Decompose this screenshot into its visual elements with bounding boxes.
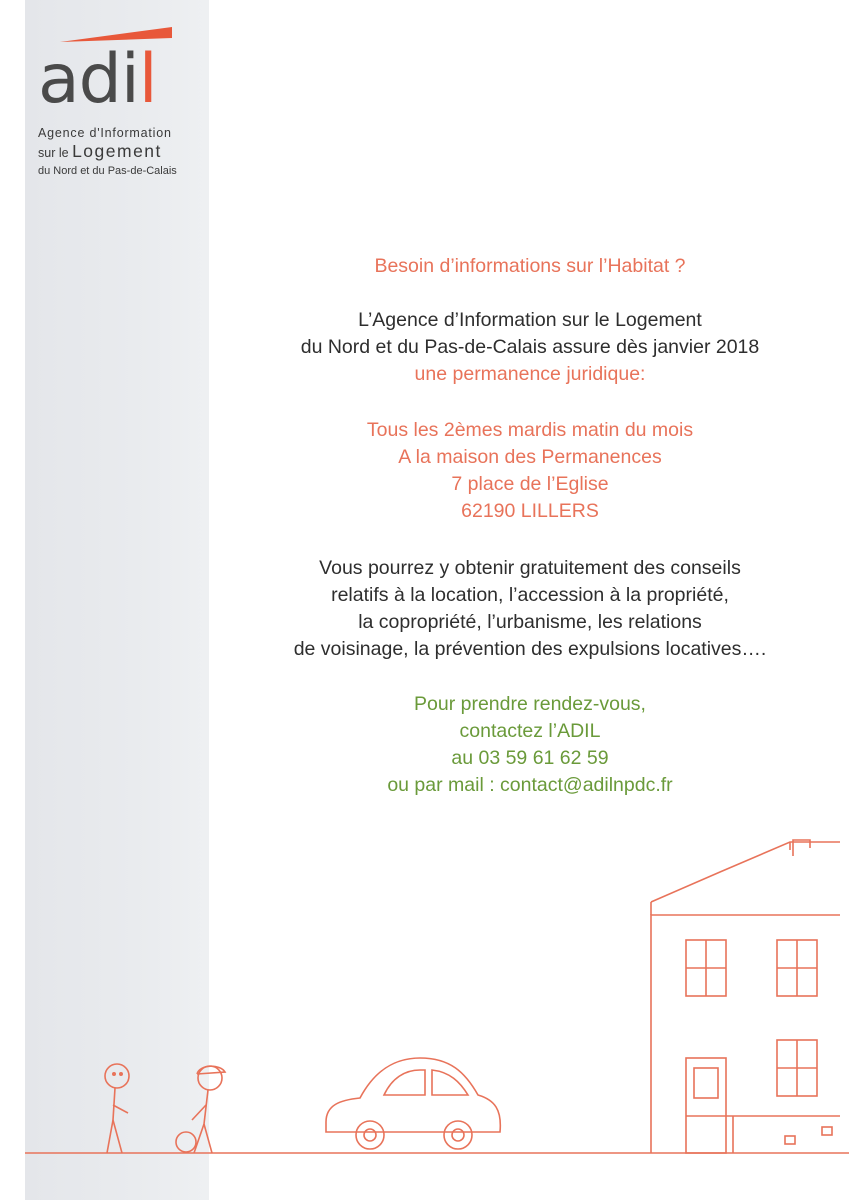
logo-line-2-big: Logement — [72, 141, 162, 161]
services-line-2: relatifs à la location, l’accession à la propriété, — [331, 584, 729, 606]
contact-email[interactable]: ou par mail : contact@adilnpdc.fr — [387, 774, 673, 796]
logo-word-main: adi — [38, 40, 139, 119]
logo-line-3: du Nord et du Pas-de-Calais — [38, 165, 177, 177]
services-block — [230, 555, 830, 663]
heading-text: Besoin d’informations sur l’Habitat ? — [374, 255, 686, 277]
logo-line-2-small: sur le — [38, 146, 69, 160]
logo-subtitle — [38, 126, 208, 177]
intro-line-3: une permanence juridique: — [414, 363, 646, 385]
schedule-city: 62190 LILLERS — [461, 500, 599, 522]
logo-word-accent: l — [138, 40, 157, 119]
person-left-icon — [105, 1064, 129, 1153]
adil-logo — [38, 22, 208, 182]
services-line-3: la copropriété, l’urbanisme, les relations — [358, 611, 702, 633]
contact-line-1: Pour prendre rendez-vous, — [414, 693, 646, 715]
person-right-icon — [176, 1066, 225, 1153]
house-icon — [651, 840, 840, 1153]
intro-block — [230, 307, 830, 388]
intro-line-2: du Nord et du Pas-de-Calais assure dès janvier 2018 — [300, 336, 760, 358]
services-line-1: Vous pourrez y obtenir gratuitement des conseils — [319, 557, 741, 579]
schedule-block — [230, 417, 830, 525]
schedule-street: 7 place de l’Eglise — [451, 473, 609, 495]
contact-block — [230, 691, 830, 799]
schedule-where: A la maison des Permanences — [398, 446, 662, 468]
intro-line-1: L’Agence d’Information sur le Logement — [358, 309, 702, 331]
schedule-when: Tous les 2èmes mardis matin du mois — [366, 419, 694, 441]
street-illustration — [0, 820, 849, 1200]
logo-wordmark — [38, 40, 157, 119]
logo-line-2 — [38, 141, 208, 162]
logo-line-1: Agence d'Information — [38, 126, 172, 140]
contact-line-2: contactez l’ADIL — [459, 720, 601, 742]
car-icon — [326, 1058, 500, 1149]
contact-phone: au 03 59 61 62 59 — [451, 747, 609, 769]
services-line-4: de voisinage, la prévention des expulsions locatives…. — [293, 638, 767, 660]
heading — [230, 253, 830, 280]
